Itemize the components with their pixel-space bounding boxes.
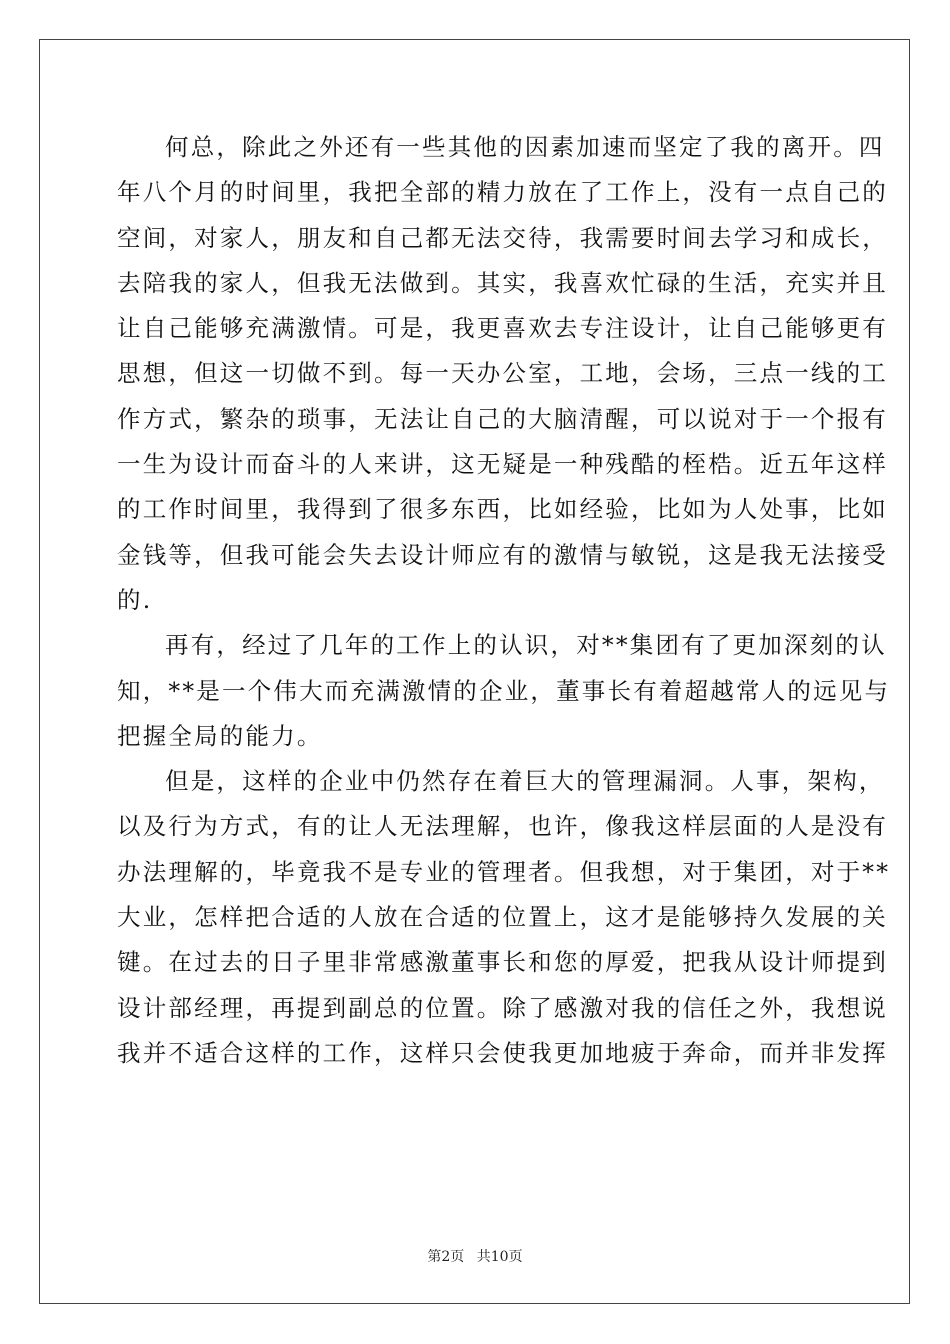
text-line: 思想，但这一切做不到。每一天办公室，工地，会场，三点一线的工 bbox=[117, 359, 888, 388]
paragraph bbox=[117, 759, 891, 1076]
text-line: 让自己能够充满激情。可是，我更喜欢去专注设计，让自己能够更有 bbox=[117, 314, 888, 343]
text-line: 的工作时间里，我得到了很多东西，比如经验，比如为人处事，比如 bbox=[117, 495, 888, 524]
text-line: 设计部经理，再提到副总的位置。除了感激对我的信任之外，我想说 bbox=[117, 993, 888, 1022]
paragraph bbox=[117, 623, 891, 759]
text-line: 把握全局的能力。 bbox=[117, 721, 323, 750]
text-line: 但是，这样的企业中仍然存在着巨大的管理漏洞。人事，架构， bbox=[165, 767, 885, 796]
text-line: 办法理解的，毕竟我不是专业的管理者。但我想，对于集团，对于** bbox=[117, 857, 891, 886]
text-line: 再有，经过了几年的工作上的认识，对**集团有了更加深刻的认 bbox=[165, 631, 887, 660]
text-line: 作方式，繁杂的琐事，无法让自己的大脑清醒，可以说对于一个报有 bbox=[117, 404, 888, 433]
text-line: 空间，对家人，朋友和自己都无法交待，我需要时间去学习和成长， bbox=[117, 223, 888, 252]
text-line: 去陪我的家人，但我无法做到。其实，我喜欢忙碌的生活，充实并且 bbox=[117, 268, 888, 297]
paragraph bbox=[117, 125, 888, 623]
text-line: 大业，怎样把合适的人放在合适的位置上，这才是能够持久发展的关 bbox=[117, 903, 888, 932]
text-line: 何总，除此之外还有一些其他的因素加速而坚定了我的离开。四 bbox=[165, 133, 885, 161]
text-line: 我并不适合这样的工作，这样只会使我更加地疲于奔命，而并非发挥 bbox=[117, 1038, 888, 1067]
page-footer bbox=[0, 1246, 950, 1266]
text-line: 的. bbox=[117, 585, 153, 614]
text-line: 键。在过去的日子里非常感激董事长和您的厚爱，把我从设计师提到 bbox=[117, 948, 888, 977]
text-line: 年八个月的时间里，我把全部的精力放在了工作上，没有一点自己的 bbox=[117, 178, 888, 207]
text-line: 知，**是一个伟大而充满激情的企业，董事长有着超越常人的远见与 bbox=[117, 676, 891, 705]
page-total: 共10页 bbox=[476, 1249, 523, 1265]
text-line: 一生为设计而奋斗的人来讲，这无疑是一种残酷的桎梏。近五年这样 bbox=[117, 450, 888, 479]
page-number: 第2页 bbox=[427, 1249, 465, 1265]
text-line: 金钱等，但我可能会失去设计师应有的激情与敏锐，这是我无法接受 bbox=[117, 540, 888, 569]
text-line: 以及行为方式，有的让人无法理解，也许，像我这样层面的人是没有 bbox=[117, 812, 888, 841]
document-body bbox=[117, 125, 891, 1076]
